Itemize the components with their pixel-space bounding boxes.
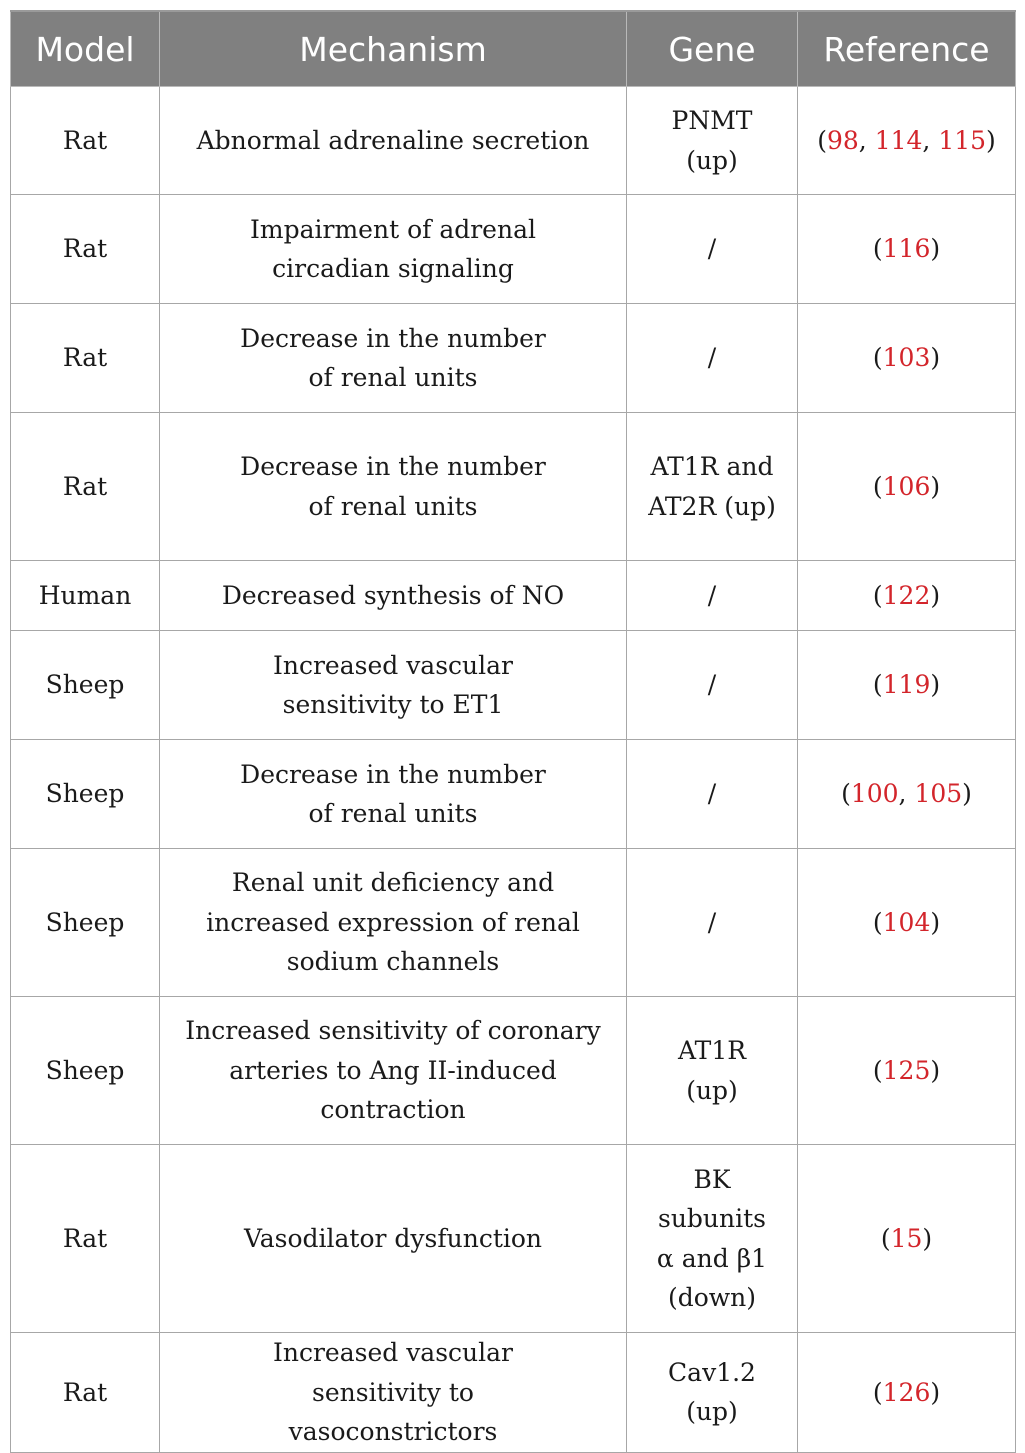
reference-open-paren: ( bbox=[872, 234, 883, 264]
reference-link[interactable]: 106 bbox=[882, 471, 931, 501]
mechanism-text: Abnormal adrenaline secretion bbox=[196, 125, 590, 155]
mechanism-text: Decrease in the number of renal units bbox=[240, 452, 546, 521]
cell-mechanism bbox=[160, 87, 627, 195]
cell-model: Rat bbox=[11, 304, 160, 413]
cell-model: Sheep bbox=[11, 997, 160, 1145]
table-row bbox=[11, 631, 1016, 740]
cell-gene: / bbox=[627, 740, 798, 849]
mechanism-text: Increased vascular sensitivity to vasoconstrictors bbox=[272, 1338, 513, 1446]
reference-close-paren: ) bbox=[930, 234, 941, 264]
cell-reference bbox=[798, 740, 1016, 849]
table-row bbox=[11, 561, 1016, 631]
cell-model: Sheep bbox=[11, 740, 160, 849]
mechanism-text: Increased vascular sensitivity to ET1 bbox=[272, 650, 513, 719]
reference-list bbox=[873, 234, 940, 263]
data-table-container bbox=[10, 10, 1015, 1453]
header-gene: Gene bbox=[627, 11, 798, 87]
reference-open-paren: ( bbox=[872, 343, 883, 373]
gene-text: PNMT (up) bbox=[671, 106, 753, 175]
cell-reference bbox=[798, 1145, 1016, 1333]
cell-model: Sheep bbox=[11, 849, 160, 997]
reference-open-paren: ( bbox=[841, 779, 851, 809]
mechanism-text: Impairment of adrenal circadian signaling bbox=[250, 214, 536, 283]
mechanism-text: Decrease in the number of renal units bbox=[240, 759, 546, 828]
mechanism-table bbox=[10, 10, 1016, 1453]
cell-model: Rat bbox=[11, 195, 160, 304]
reference-close-paren: ) bbox=[930, 580, 941, 610]
cell-mechanism: Decreased synthesis of NO bbox=[160, 561, 627, 631]
reference-close-paren: ) bbox=[930, 1055, 941, 1085]
header-model: Model bbox=[11, 11, 160, 87]
reference-separator: , bbox=[922, 125, 939, 155]
reference-open-paren: ( bbox=[872, 907, 883, 937]
cell-model: Rat bbox=[11, 1333, 160, 1453]
cell-gene bbox=[627, 413, 798, 561]
table-row bbox=[11, 1145, 1016, 1333]
reference-open-paren: ( bbox=[872, 580, 883, 610]
cell-mechanism bbox=[160, 195, 627, 304]
reference-close-paren: ) bbox=[986, 125, 996, 155]
table-row bbox=[11, 740, 1016, 849]
table-row bbox=[11, 87, 1016, 195]
header-reference: Reference bbox=[798, 11, 1016, 87]
cell-mechanism: Vasodilator dysfunction bbox=[160, 1145, 627, 1333]
reference-link[interactable]: 105 bbox=[914, 779, 963, 809]
table-row bbox=[11, 413, 1016, 561]
cell-mechanism bbox=[160, 413, 627, 561]
reference-list bbox=[873, 1056, 940, 1085]
header-mechanism: Mechanism bbox=[160, 11, 627, 87]
cell-mechanism bbox=[160, 740, 627, 849]
cell-model: Human bbox=[11, 561, 160, 631]
cell-model: Rat bbox=[11, 1145, 160, 1333]
reference-link[interactable]: 125 bbox=[882, 1055, 931, 1085]
table-row bbox=[11, 195, 1016, 304]
table-row bbox=[11, 997, 1016, 1145]
cell-model: Rat bbox=[11, 413, 160, 561]
reference-link[interactable]: 122 bbox=[882, 580, 931, 610]
cell-gene bbox=[627, 1145, 798, 1333]
cell-mechanism bbox=[160, 849, 627, 997]
gene-text: AT1R (up) bbox=[677, 1036, 747, 1105]
reference-close-paren: ) bbox=[930, 670, 941, 700]
cell-reference bbox=[798, 195, 1016, 304]
reference-list bbox=[873, 472, 940, 501]
table-row bbox=[11, 304, 1016, 413]
cell-reference bbox=[798, 304, 1016, 413]
cell-gene: / bbox=[627, 849, 798, 997]
reference-close-paren: ) bbox=[930, 1377, 941, 1407]
cell-gene bbox=[627, 87, 798, 195]
reference-open-paren: ( bbox=[872, 1377, 883, 1407]
cell-reference bbox=[798, 631, 1016, 740]
reference-list bbox=[881, 1224, 932, 1253]
reference-list bbox=[873, 1378, 940, 1407]
reference-open-paren: ( bbox=[872, 1055, 883, 1085]
reference-link[interactable]: 98 bbox=[826, 125, 859, 155]
gene-text: BK subunits α and β1 (down) bbox=[656, 1164, 768, 1312]
cell-gene bbox=[627, 997, 798, 1145]
reference-list bbox=[817, 126, 996, 155]
table-row bbox=[11, 849, 1016, 997]
header-row bbox=[11, 11, 1016, 87]
reference-link[interactable]: 126 bbox=[882, 1377, 931, 1407]
reference-list bbox=[873, 908, 940, 937]
mechanism-text: Renal unit deficiency and increased expression of renal sodium channels bbox=[206, 868, 580, 977]
cell-gene: / bbox=[627, 304, 798, 413]
cell-mechanism bbox=[160, 1333, 627, 1453]
reference-link[interactable]: 103 bbox=[882, 343, 931, 373]
reference-open-paren: ( bbox=[872, 670, 883, 700]
cell-gene: / bbox=[627, 195, 798, 304]
reference-link[interactable]: 15 bbox=[890, 1223, 923, 1253]
reference-open-paren: ( bbox=[872, 471, 883, 501]
cell-model: Sheep bbox=[11, 631, 160, 740]
cell-reference bbox=[798, 413, 1016, 561]
reference-close-paren: ) bbox=[922, 1223, 933, 1253]
reference-list bbox=[873, 343, 940, 372]
table-row bbox=[11, 1333, 1016, 1453]
reference-open-paren: ( bbox=[880, 1223, 891, 1253]
reference-link[interactable]: 115 bbox=[938, 125, 987, 155]
reference-list bbox=[873, 581, 940, 610]
reference-list bbox=[841, 779, 972, 808]
cell-reference bbox=[798, 87, 1016, 195]
cell-gene: / bbox=[627, 561, 798, 631]
cell-mechanism bbox=[160, 304, 627, 413]
cell-mechanism bbox=[160, 997, 627, 1145]
reference-open-paren: ( bbox=[817, 125, 827, 155]
gene-text: AT1R and AT2R (up) bbox=[648, 452, 776, 521]
cell-reference bbox=[798, 997, 1016, 1145]
reference-link[interactable]: 114 bbox=[874, 125, 923, 155]
reference-separator: , bbox=[898, 779, 915, 809]
cell-mechanism bbox=[160, 631, 627, 740]
cell-model: Rat bbox=[11, 87, 160, 195]
cell-gene: / bbox=[627, 631, 798, 740]
reference-link[interactable]: 116 bbox=[882, 234, 931, 264]
cell-gene bbox=[627, 1333, 798, 1453]
cell-reference bbox=[798, 1333, 1016, 1453]
reference-link[interactable]: 119 bbox=[882, 670, 931, 700]
mechanism-text: Decrease in the number of renal units bbox=[240, 323, 546, 392]
reference-close-paren: ) bbox=[930, 907, 941, 937]
reference-list bbox=[873, 670, 940, 699]
reference-separator: , bbox=[858, 125, 875, 155]
reference-link[interactable]: 104 bbox=[882, 907, 931, 937]
mechanism-text: Increased sensitivity of coronary arteries to Ang II-induced contraction bbox=[185, 1016, 601, 1125]
reference-close-paren: ) bbox=[962, 779, 972, 809]
cell-reference bbox=[798, 561, 1016, 631]
cell-reference bbox=[798, 849, 1016, 997]
reference-close-paren: ) bbox=[930, 471, 941, 501]
reference-close-paren: ) bbox=[930, 343, 941, 373]
gene-text: Cav1.2 (up) bbox=[668, 1357, 756, 1427]
reference-link[interactable]: 100 bbox=[850, 779, 899, 809]
